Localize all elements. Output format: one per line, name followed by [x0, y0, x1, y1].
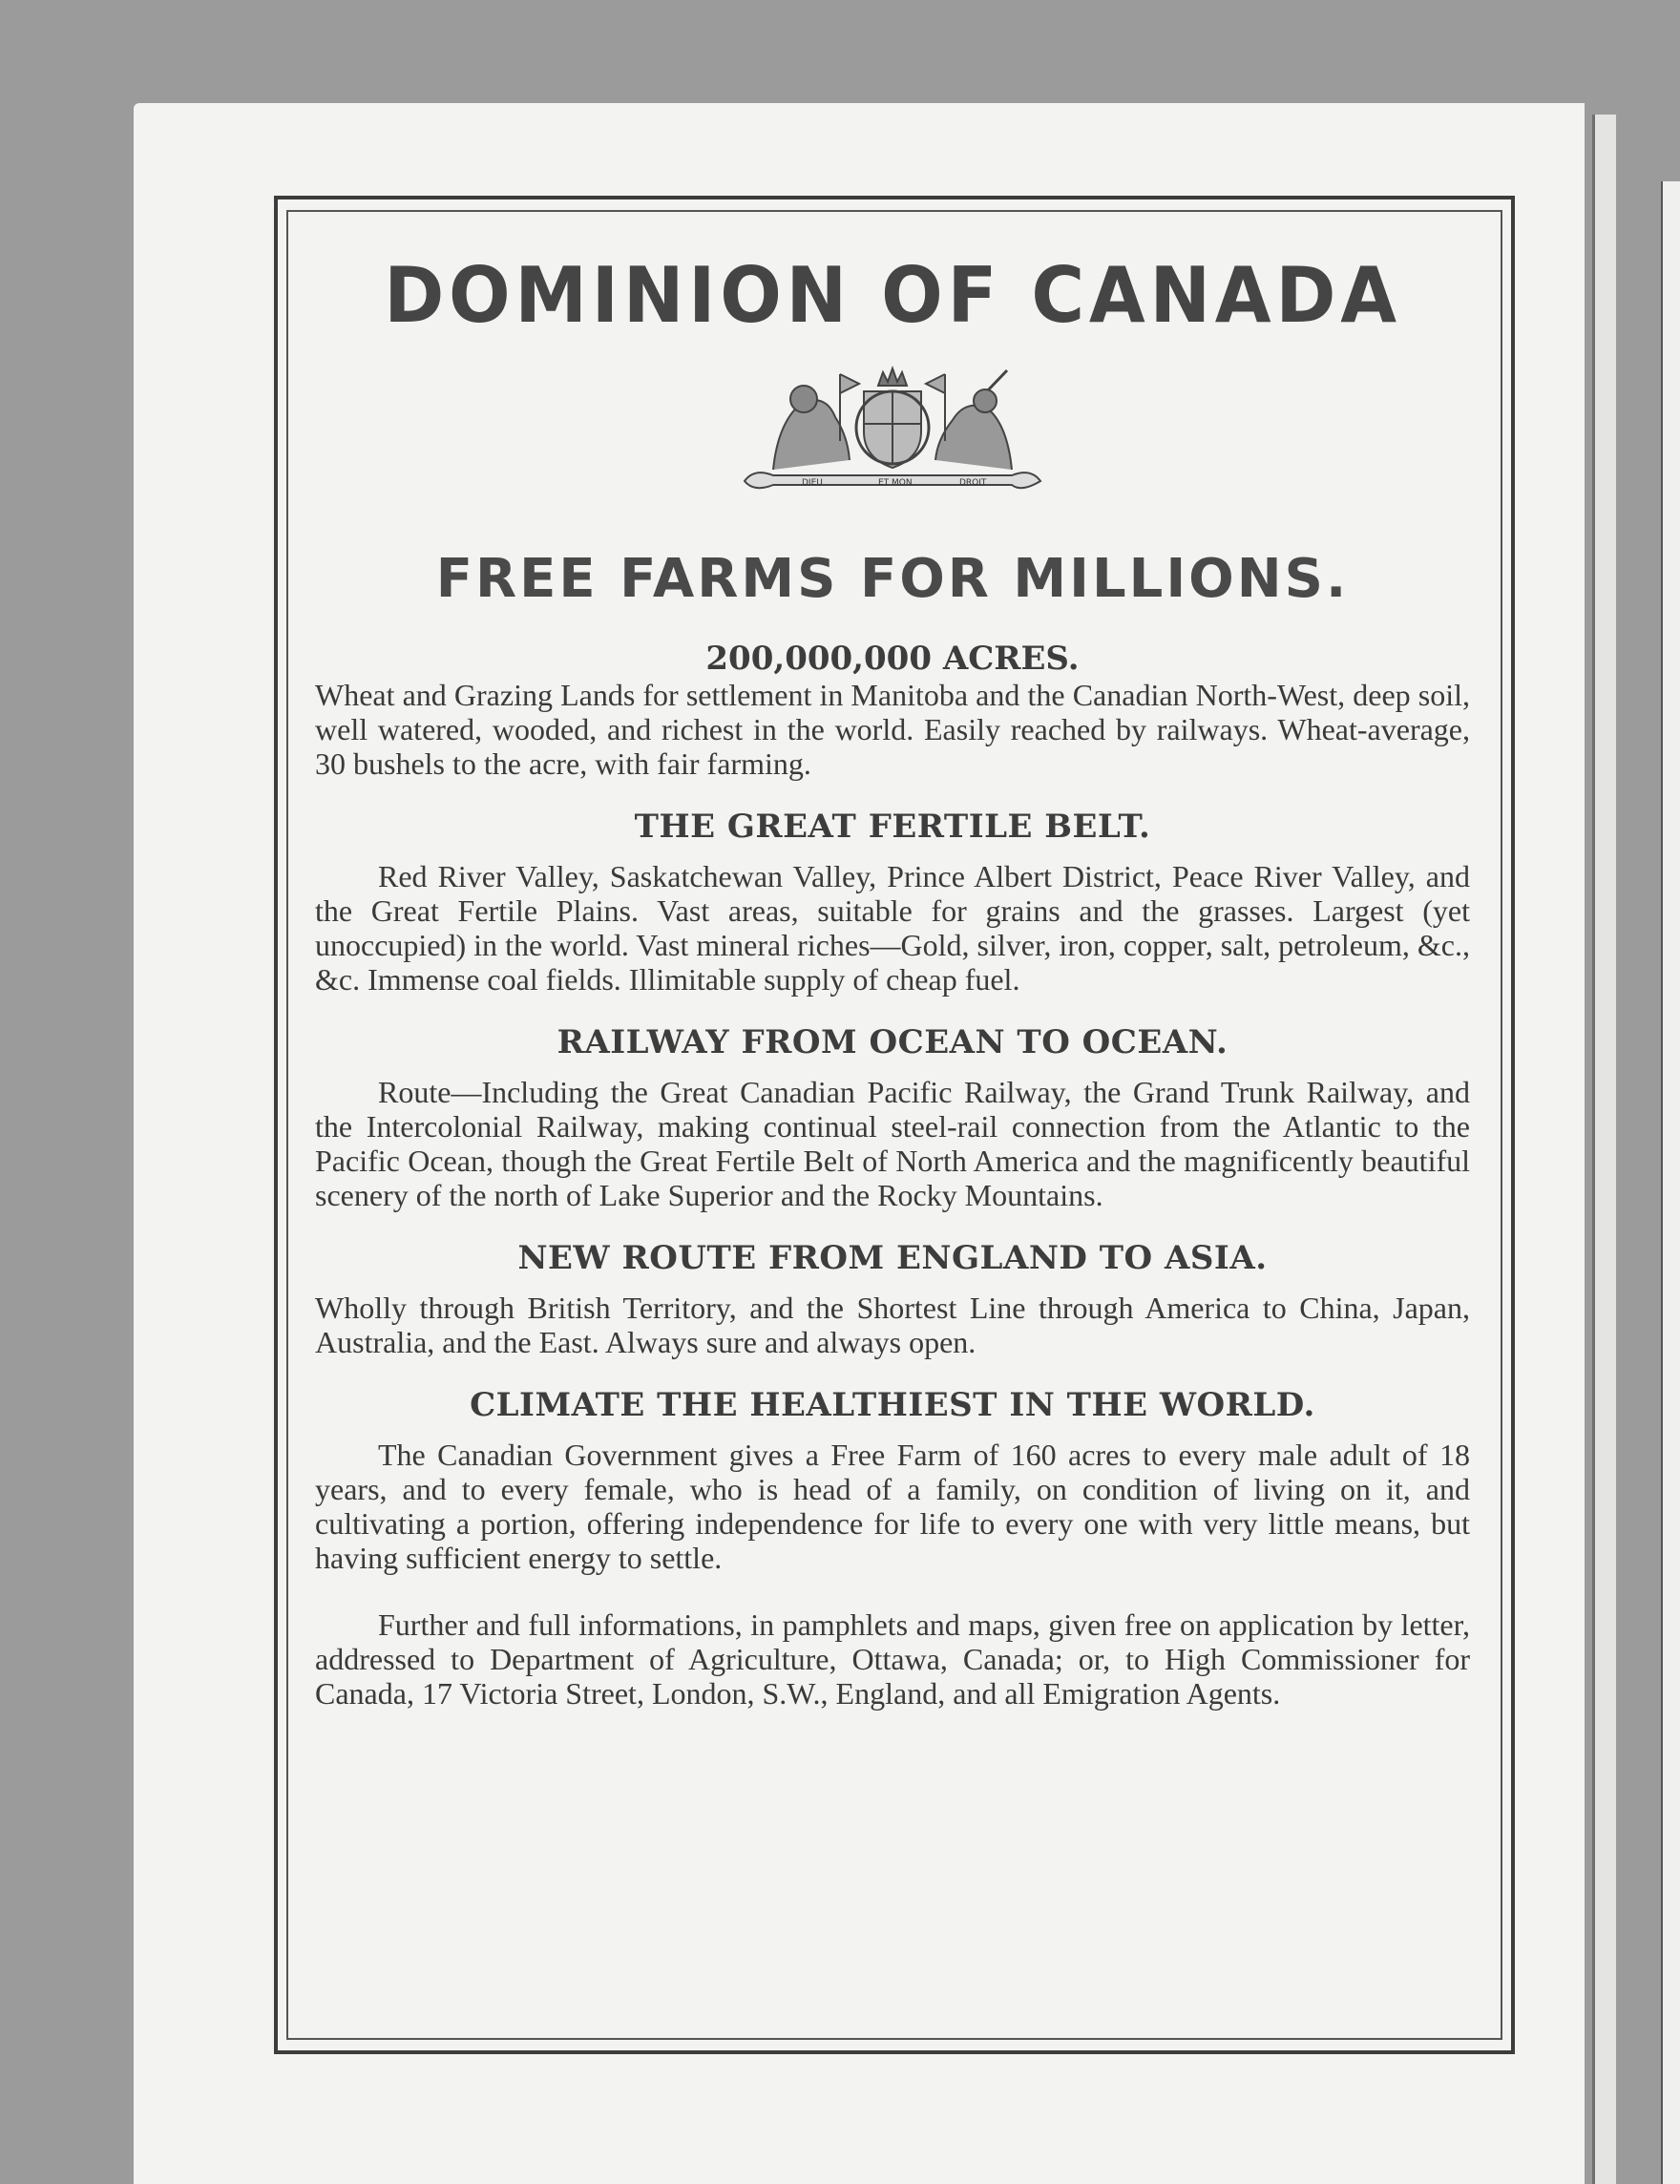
acres-heading: 200,000,000 ACRES.: [705, 640, 1080, 678]
page-title: DOMINION OF CANADA: [384, 251, 1401, 340]
section-heading-railway: RAILWAY FROM OCEAN TO OCEAN.: [556, 1023, 1228, 1061]
section-text-fertile-belt: Red River Valley, Saskatchewan Valley, Prince Albert District, Peace River Valley, and the Great Fertile Plains. Vast areas, suitable for grains and the grasses. Largest (yet unoccupied) in the world. Vast mineral riches—Gold, silver, iron, copper, salt, petroleum, &c., &c. Immense coal fields. Illimitable supply of cheap fuel.: [315, 859, 1470, 997]
section-text-climate: The Canadian Government gives a Free Farm of 160 acres to every male adult of 18 years, and to every female, who is head of a family, on condition of living on it, and cultivating a portion, offering independence for life to every one with very little means, but having sufficient energy to settle.: [315, 1438, 1470, 1575]
page-edge: [1592, 115, 1616, 2184]
motto-right: DROIT: [959, 478, 987, 488]
section-text-railway: Route—Including the Great Canadian Pacific Railway, the Grand Trunk Railway, and the Intercolonial Railway, making continual steel-rail connection from the Atlantic to the Pacific Ocean, though the Great Fertile Belt of North America and the magnificently beautiful scenery of the north of Lake Superior and the Rocky Mountains.: [315, 1075, 1470, 1212]
advertisement-content: [315, 248, 1470, 1711]
next-page-edge: [1661, 181, 1680, 2184]
subtitle: FREE FARMS FOR MILLIONS.: [435, 548, 1350, 610]
closing-paragraph: Further and full informations, in pamphlets and maps, given free on application by letter, addressed to Department of Agriculture, Ottawa, Canada; or, to High Commissioner for Canada, 17 Victoria Street, London, S.W., England, and all Emigration Agents.: [315, 1607, 1470, 1711]
section-text-new-route: Wholly through British Territory, and the Shortest Line through America to China, Japan, Australia, and the East. Always sure and always open.: [315, 1291, 1470, 1359]
section-heading-climate: CLIMATE THE HEALTHIEST IN THE WORLD.: [470, 1386, 1315, 1424]
section-heading-fertile-belt: THE GREAT FERTILE BELT.: [634, 808, 1151, 846]
section-heading-new-route: NEW ROUTE FROM ENGLAND TO ASIA.: [517, 1239, 1268, 1277]
motto-left: DIEU: [802, 478, 823, 488]
royal-coat-of-arms-icon: [735, 365, 1050, 498]
intro-paragraph: Wheat and Grazing Lands for settlement in Manitoba and the Canadian North-West, deep soil, well watered, wooded, and richest in the world. Easily reached by railways. Wheat-average, 30 bushels to the acre, with fair farming.: [315, 678, 1470, 781]
motto-center: ET MON: [878, 478, 913, 488]
